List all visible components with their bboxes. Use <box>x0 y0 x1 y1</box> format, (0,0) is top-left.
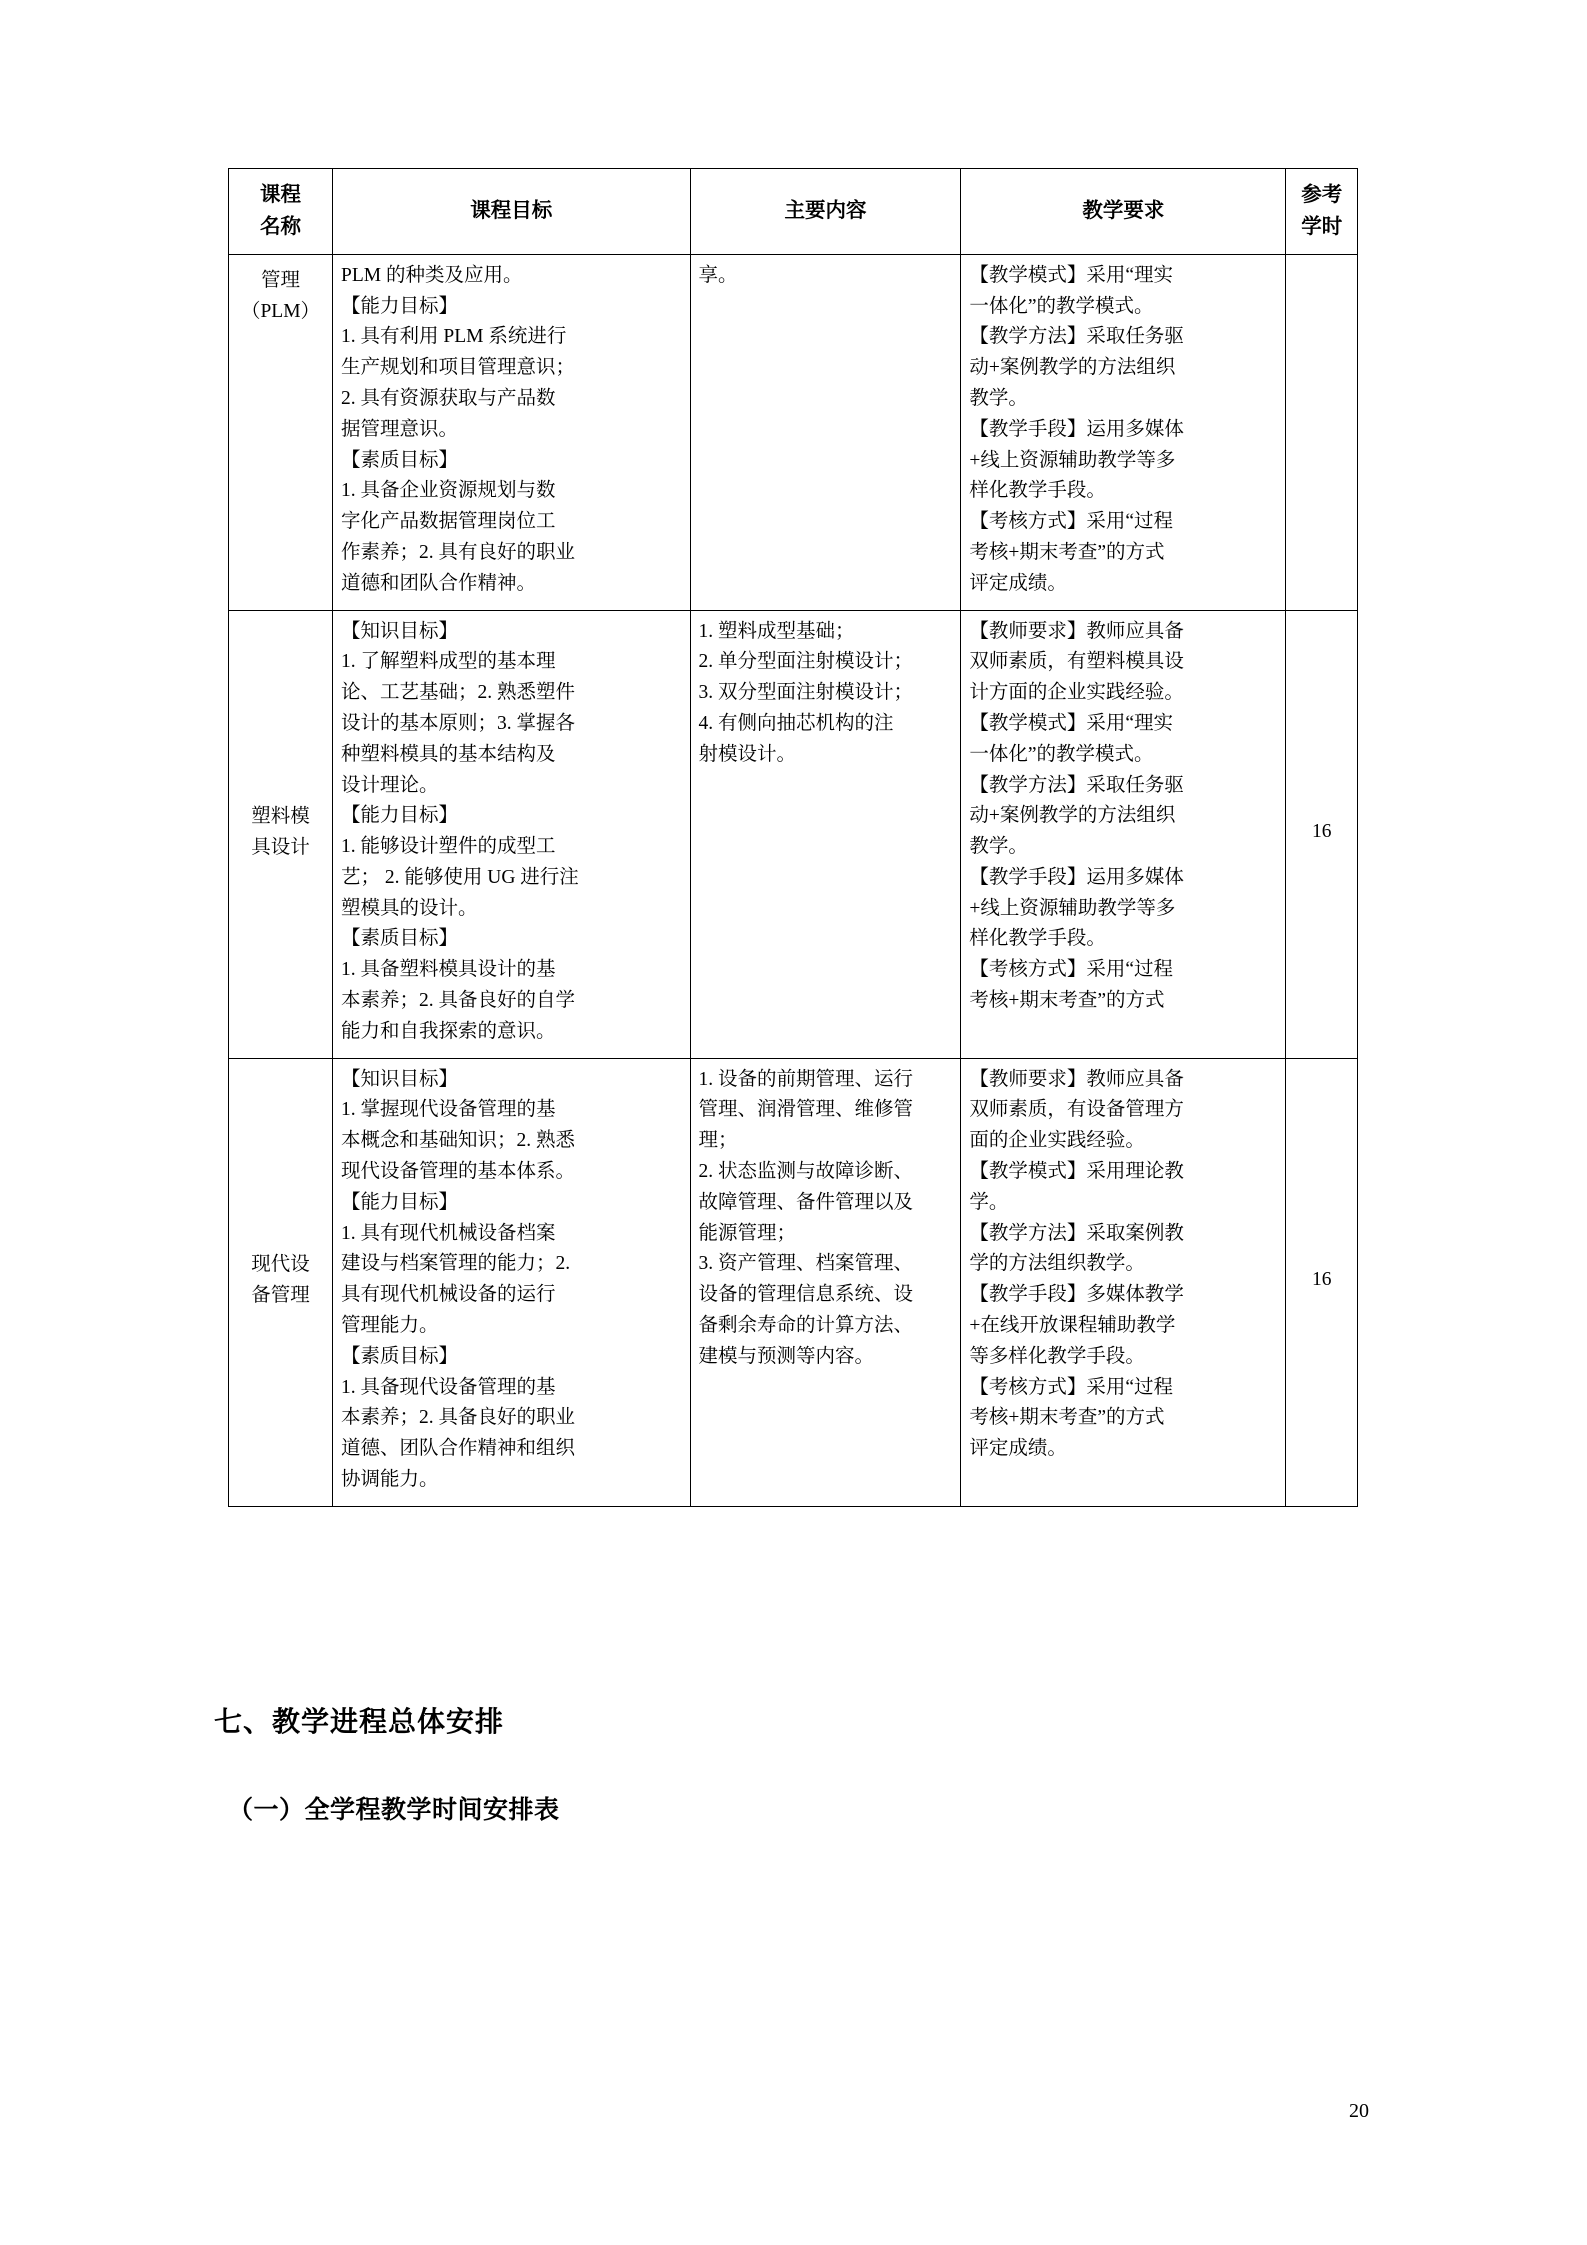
course-name-line2: 备管理 <box>251 1285 310 1307</box>
goal-line: 本素养；2. 具备良好的自学 <box>341 990 576 1012</box>
requirement-line: 计方面的企业实践经验。 <box>969 682 1184 704</box>
cell-teaching-requirement <box>961 1058 1286 1506</box>
course-name-line2: （PLM） <box>240 300 321 322</box>
content-line: 管理、润滑管理、维修管 <box>698 1099 914 1121</box>
goal-line: 【能力目标】 <box>341 1191 459 1213</box>
goal-line: 1. 了解塑料成型的基本理 <box>341 651 556 673</box>
goal-line: 生产规划和项目管理意识； <box>341 357 576 379</box>
content-line: 设备的管理信息系统、设 <box>698 1284 914 1306</box>
cell-teaching-requirement <box>961 254 1286 610</box>
cell-course-goal <box>333 254 691 610</box>
goal-line: 具有现代机械设备的运行 <box>341 1284 556 1306</box>
goal-line: 道德、团队合作精神和组织 <box>341 1438 576 1460</box>
requirement-line: 【考核方式】采用“过程 <box>969 1376 1174 1398</box>
content-line: 3. 双分型面注射模设计； <box>698 682 914 704</box>
goal-line: 种塑料模具的基本结构及 <box>341 743 556 765</box>
content-line: 建模与预测等内容。 <box>698 1345 875 1367</box>
goal-line: 1. 具备塑料模具设计的基 <box>341 959 556 981</box>
goal-line: 1. 能够设计塑件的成型工 <box>341 836 556 858</box>
goal-line: 【知识目标】 <box>341 1068 459 1090</box>
goal-line: 塑模具的设计。 <box>341 897 478 919</box>
header-teaching-requirement: 教学要求 <box>961 169 1286 255</box>
requirement-line: 考核+期末考查”的方式 <box>969 541 1165 563</box>
requirement-line: 【教学手段】多媒体教学 <box>969 1284 1184 1306</box>
table-body <box>229 254 1358 1506</box>
requirement-line: 【教学方法】采取案例教 <box>969 1222 1184 1244</box>
requirement-line: 评定成绩。 <box>969 1438 1067 1460</box>
content-line: 故障管理、备件管理以及 <box>698 1191 914 1213</box>
requirement-line: 动+案例教学的方法组织 <box>969 357 1176 379</box>
goal-line: 本素养；2. 具备良好的职业 <box>341 1407 576 1429</box>
cell-main-content <box>690 1058 961 1506</box>
content-line: 享。 <box>698 264 738 286</box>
header-course-name-line2: 名称 <box>260 216 301 239</box>
goal-line: 【素质目标】 <box>341 1345 459 1367</box>
content-line: 备剩余寿命的计算方法、 <box>698 1315 914 1337</box>
content-line: 1. 塑料成型基础； <box>698 620 855 642</box>
course-name-line1: 管理 <box>260 269 300 291</box>
table-header-row <box>229 169 1358 255</box>
requirement-line: 考核+期末考查”的方式 <box>969 990 1165 1012</box>
goal-line: 设计的基本原则；3. 掌握各 <box>341 712 576 734</box>
course-name-line1: 现代设 <box>251 1254 310 1276</box>
goal-line: 1. 具有利用 PLM 系统进行 <box>341 326 567 348</box>
goal-line: 1. 具备现代设备管理的基 <box>341 1376 556 1398</box>
goal-line: 管理能力。 <box>341 1315 439 1337</box>
content-line: 射模设计。 <box>698 743 797 765</box>
requirement-line: 学。 <box>969 1191 1009 1213</box>
course-name-line1: 塑料模 <box>251 805 310 827</box>
requirement-line: 【考核方式】采用“过程 <box>969 959 1174 981</box>
requirement-line: 【教学模式】采用“理实 <box>969 712 1174 734</box>
cell-reference-hours <box>1286 254 1358 610</box>
cell-course-goal <box>333 1058 691 1506</box>
header-reference-hours-line1: 参考 <box>1301 184 1343 206</box>
table-row <box>229 1058 1358 1506</box>
requirement-line: 动+案例教学的方法组织 <box>969 805 1176 827</box>
goal-line: 【能力目标】 <box>341 295 459 317</box>
goal-line: 本概念和基础知识；2. 熟悉 <box>341 1130 576 1152</box>
requirement-line: 面的企业实践经验。 <box>969 1130 1145 1152</box>
goal-line: 2. 具有资源获取与产品数 <box>341 387 556 409</box>
goal-line: 能力和自我探索的意识。 <box>341 1020 556 1042</box>
content-line: 2. 状态监测与故障诊断、 <box>698 1161 914 1183</box>
header-course-name-line1: 课程 <box>260 184 301 206</box>
requirement-line: 【教学手段】运用多媒体 <box>969 866 1184 888</box>
table-row <box>229 610 1358 1058</box>
content-line: 2. 单分型面注射模设计； <box>698 651 914 673</box>
requirement-line: 一体化”的教学模式。 <box>969 295 1154 317</box>
header-reference-hours-line2: 学时 <box>1301 216 1343 239</box>
content-line: 4. 有侧向抽芯机构的注 <box>698 712 894 734</box>
header-course-goal: 课程目标 <box>333 169 691 255</box>
goal-line: 论、工艺基础；2. 熟悉塑件 <box>341 682 576 704</box>
requirement-line: +线上资源辅助教学等多 <box>969 897 1176 919</box>
table-row <box>229 254 1358 610</box>
cell-main-content <box>690 254 961 610</box>
requirement-line: 双师素质，有塑料模具设 <box>969 651 1184 673</box>
goal-line: 现代设备管理的基本体系。 <box>341 1161 576 1183</box>
goal-line: 作素养；2. 具有良好的职业 <box>341 541 576 563</box>
requirement-line: 学的方法组织教学。 <box>969 1253 1145 1275</box>
page-number: 20 <box>1349 2100 1369 2122</box>
requirement-line: 等多样化教学手段。 <box>969 1345 1145 1367</box>
goal-line: 1. 具有现代机械设备档案 <box>341 1222 556 1244</box>
requirement-line: 评定成绩。 <box>969 572 1067 594</box>
goal-line: 字化产品数据管理岗位工 <box>341 511 556 533</box>
goal-line: 艺； 2. 能够使用 UG 进行注 <box>341 866 579 888</box>
goal-line: 【能力目标】 <box>341 805 459 827</box>
requirement-line: 【教学手段】运用多媒体 <box>969 418 1184 440</box>
cell-course-name <box>229 1058 333 1506</box>
header-reference-hours <box>1286 169 1358 255</box>
content-line: 1. 设备的前期管理、运行 <box>698 1068 914 1090</box>
course-name-line2: 具设计 <box>251 837 310 859</box>
requirement-line: 【教学方法】采取任务驱 <box>969 774 1184 796</box>
goal-line: 1. 掌握现代设备管理的基 <box>341 1099 556 1121</box>
goal-line: 1. 具备企业资源规划与数 <box>341 480 556 502</box>
goal-line: 建设与档案管理的能力；2. <box>341 1253 571 1275</box>
requirement-line: 教学。 <box>969 836 1028 858</box>
requirement-line: +在线开放课程辅助教学 <box>969 1315 1176 1337</box>
requirement-line: +线上资源辅助教学等多 <box>969 449 1176 471</box>
content-line: 能源管理； <box>698 1222 797 1244</box>
header-main-content: 主要内容 <box>690 169 961 255</box>
goal-line: 设计理论。 <box>341 774 439 796</box>
requirement-line: 样化教学手段。 <box>969 928 1106 950</box>
cell-main-content <box>690 610 961 1058</box>
cell-teaching-requirement <box>961 610 1286 1058</box>
cell-reference-hours: 16 <box>1286 1058 1358 1506</box>
requirement-line: 【教学模式】采用理论教 <box>969 1161 1184 1183</box>
course-table <box>228 168 1358 1507</box>
cell-course-goal <box>333 610 691 1058</box>
requirement-line: 考核+期末考查”的方式 <box>969 1407 1165 1429</box>
requirement-line: 【教师要求】教师应具备 <box>969 1068 1184 1090</box>
content-line: 理； <box>698 1130 738 1152</box>
content-line: 3. 资产管理、档案管理、 <box>698 1253 914 1275</box>
goal-line: PLM 的种类及应用。 <box>341 264 523 286</box>
header-course-name <box>229 169 333 255</box>
requirement-line: 双师素质，有设备管理方 <box>969 1099 1184 1121</box>
goal-line: 【知识目标】 <box>341 620 459 642</box>
requirement-line: 【教学方法】采取任务驱 <box>969 326 1184 348</box>
cell-course-name <box>229 610 333 1058</box>
requirement-line: 【考核方式】采用“过程 <box>969 511 1174 533</box>
requirement-line: 【教师要求】教师应具备 <box>969 620 1184 642</box>
goal-line: 道德和团队合作精神。 <box>341 572 537 594</box>
section-heading: 七、教学进程总体安排 <box>214 1705 505 1738</box>
subsection-heading: （一）全学程教学时间安排表 <box>228 1795 560 1824</box>
goal-line: 【素质目标】 <box>341 928 459 950</box>
requirement-line: 【教学模式】采用“理实 <box>969 264 1174 286</box>
requirement-line: 样化教学手段。 <box>969 480 1106 502</box>
goal-line: 据管理意识。 <box>341 418 459 440</box>
goal-line: 协调能力。 <box>341 1469 439 1491</box>
cell-reference-hours: 16 <box>1286 610 1358 1058</box>
cell-course-name <box>229 254 333 610</box>
requirement-line: 一体化”的教学模式。 <box>969 743 1154 765</box>
requirement-line: 教学。 <box>969 387 1028 409</box>
goal-line: 【素质目标】 <box>341 449 459 471</box>
